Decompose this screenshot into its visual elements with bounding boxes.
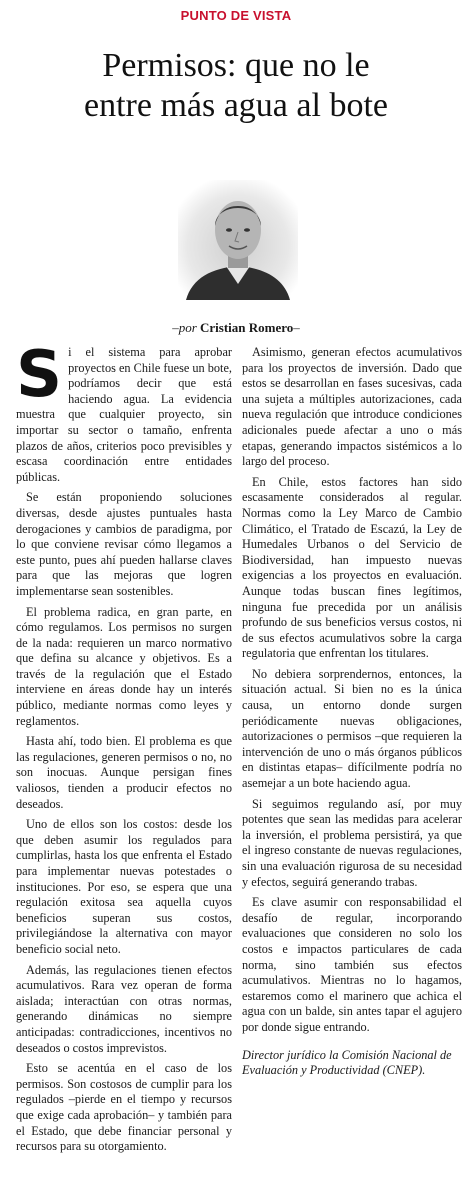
author-portrait	[178, 180, 298, 300]
author-name: Cristian Romero	[200, 320, 294, 335]
article-paragraph: Hasta ahí, todo bien. El problema es que las regulaciones, generen permisos o no, no son inocuas. Aunque persigan fines valiosos, tienden a producir efectos no deseados.	[16, 734, 232, 811]
author-byline	[0, 320, 472, 336]
article-paragraph: En Chile, estos factores han sido escasamente considerados al regular. Normas como la Ley Marco de Cambio Climático, el Tratado de Escazú, la Ley de Humedales Urbanos o del Servicio de Biodiversidad, han impuesto nuevas exigencias a los proyectos en evaluación. Aunque todas buscan fines legítimos, ninguna fue precedida por un análisis profundo de sus beneficios versus costos, ni de sus efectos acumulativos sobre la carga regulatoria que enfrentan los titulares.	[242, 474, 462, 661]
article-paragraph: No debiera sorprendernos, entonces, la situación actual. Si bien no es la única causa, un entorno donde surgen periódicamente nuevas obligaciones, autorizaciones o permisos –que requieren la intervención de uno o más órganos públicos en distintas etapas– difícilmente podría no asemejar a un bote haciendo agua.	[242, 666, 462, 791]
byline-suffix: –	[293, 320, 300, 335]
byline-prefix: –por	[172, 320, 197, 335]
headline-line-1: Permisos: que no le	[102, 47, 370, 84]
author-signature: Director jurídico la Comisión Nacional de Evaluación y Productividad (CNEP).	[242, 1047, 452, 1078]
article-paragraph: Si el sistema para aprobar proyectos en Chile fuese un bote, podríamos decir que está haciendo agua. La evidencia muestra que cualquier proyecto, sin importar su sector o tamaño, enfrenta plazos de años, criterios poco previsibles y escasa coordinación entre entidades públicas.	[16, 338, 233, 484]
article-paragraph: Si seguimos regulando así, por muy potentes que sean las medidas para acelerar la inversión, el problema persistirá, ya que el ingreso constante de nuevas regulaciones, sin una evaluación rigurosa de su necesidad y efectos, seguirá generando trabas.	[242, 796, 462, 889]
article-column-left	[16, 338, 233, 1160]
drop-cap: S	[16, 338, 63, 412]
article-paragraph: Asimismo, generan efectos acumulativos para los proyectos de inversión. Dado que estos se desarrollan en fases sucesivas, cada una sujeta a múltiples autorizaciones, cada nueva regulación que introduce condiciones adicionales puede afectar a uno o más etapas, generando impactos sistémicos a lo largo del proceso.	[242, 345, 462, 469]
article-paragraph: Esto se acentúa en el caso de los permisos. Son costosos de cumplir para los regulados –pierde en el tiempo y recursos que exige cada aprobación– y también para el Estado, que debe financiar personal y recursos para su otorgamiento.	[16, 1061, 232, 1154]
headline-line-2: entre más agua al bote	[84, 87, 388, 124]
article-paragraph: Se están proponiendo soluciones diversas, desde ajustes puntuales hasta derogaciones y cambios de paradigma, por lo que conviene revisar cómo llegamos a este punto, pues ahí pueden hallarse claves para que las mejoras que logren implementarse sean sostenibles.	[16, 490, 232, 598]
article-paragraph: Además, las regulaciones tienen efectos acumulativos. Rara vez operan de forma aislada; interactúan con otras normas, generando dinámicas no siempre anticipadas: contradicciones, incentivos no deseados o costos imprevistos.	[16, 962, 232, 1055]
section-kicker: PUNTO DE VISTA	[180, 8, 292, 23]
article-paragraph: Es clave asumir con responsabilidad el desafío de regular, incorporando evaluaciones que consideren no solo los costos e impactos particulares de cada norma, sino también sus efectos acumulativos. Mientras no lo hagamos, estaremos como el marinero que achica el agua con un balde, sin antes tapar el agujero por donde sigue entrando.	[242, 895, 462, 1034]
article-paragraph: El problema radica, en gran parte, en cómo regulamos. Los permisos no surgen de la nada: requieren un marco normativo que defina su alcance y objetivos. Es a través de la regulación que el Estado interviene en áreas donde hay un interés público, mediante normas como leyes y reglamentos.	[16, 604, 232, 728]
article-paragraph: Uno de ellos son los costos: desde los que deben asumir los regulados para cumplirlas, hasta los que enfrenta el Estado para implementar nuevas potestades o instituciones. Por eso, se espera que una regulación exitosa sea aquella cuyos beneficios superan sus costos, privilegiándose la alternativa con mayor beneficio social neto.	[16, 817, 232, 956]
article-column-right	[242, 345, 462, 1084]
article-headline	[0, 46, 472, 126]
